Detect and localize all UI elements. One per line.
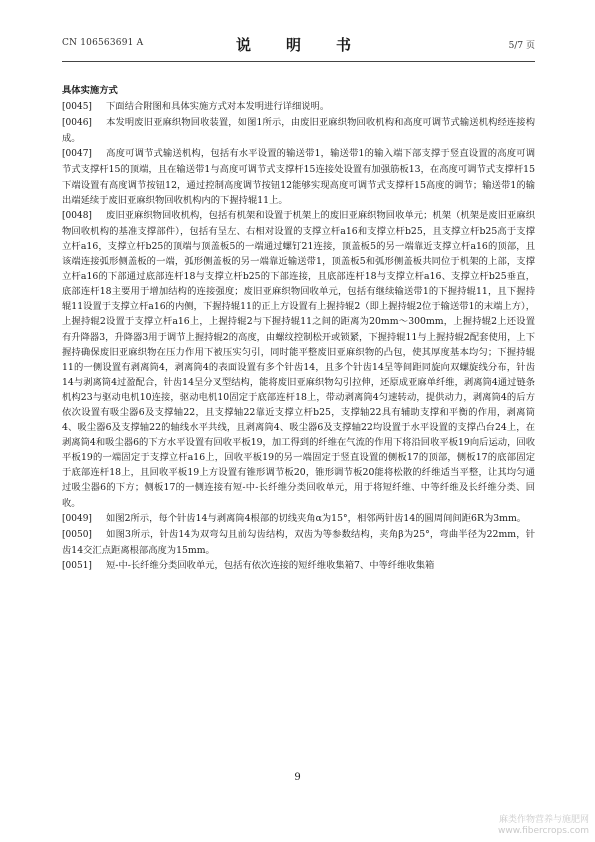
- paragraph: [62, 511, 535, 527]
- paragraph-number: [0046]: [62, 118, 92, 129]
- section-title: 具体实施方式: [62, 85, 118, 96]
- paragraph: [62, 527, 535, 558]
- paragraph-number: [0051]: [62, 560, 92, 571]
- paragraph-number: [0048]: [62, 210, 92, 221]
- watermark: [498, 815, 589, 837]
- paragraph-number: [0049]: [62, 513, 92, 524]
- header-divider: [62, 61, 535, 62]
- paragraph-number: [0047]: [62, 149, 92, 160]
- watermark-url: www.fibercrops.com: [498, 826, 589, 836]
- paragraph-text: 废旧亚麻织物回收机构，包括有机架和设置于机架上的废旧亚麻织物回收单元；机架（机架是废旧亚麻织物回收机构的基准支撑部件），包括有呈左、右相对设置的支撑立杆a16和支撑立杆b25，且支撑立杆b25高于支撑立杆a16，支撑立杆b25的顶端与顶盖板5的一端通过螺钉21连接，顶盖板5的另一端靠近支撑立杆a16的顶部，且该端连接弧形侧盖板的一端，弧形侧盖板的另一端靠近输送带1，顶盖板5和弧形侧盖板共同位于机架的上部，支撑立杆a16的下部通过底部连杆18与支撑立杆b25的下部连接，且底部连杆18与支撑立杆a16、支撑立杆b25垂直，底部连杆18主要用于增加结构的连接强度；废旧亚麻织物回收单元，包括有继续输送带1的下握持辊11，且下握持辊11设置于支撑立杆a16的内侧，下握持辊11的正上方设置有上握持辊2（即上握持辊2位于输送带1的末端上方），上握持辊2设置于支撑立杆a16上，上握持辊2与下握持辊11之间的距离为20mm～300mm，上握持辊2上还设置有升降器3，升降器3用于调节上握持辊2的高度，由螺纹控制松开或锁紧，下握持辊11与上握持辊2配套使用，上下握持确保废旧亚麻织物在压力作用下被压实匀引，同时能平整废旧亚麻织物的凸包，使其厚度基本均匀；下握持辊11的一侧设置有剥离筒4，剥离筒4的表面设置有多个针齿14，且多个针齿14呈等间距同旋向双螺旋线分布，针齿14与剥离筒4过盈配合，针齿14呈分叉型结构，能将废旧亚麻织物勾引拉伸，还原成亚麻单纤维，剥离筒4通过链条机构23与驱动电机10连接，驱动电机10固定于底部连杆18上，带动剥离筒4匀速转动，提供动力，剥离筒4的后方依次设置有吸尘器6及支撑轴22，且支撑轴22靠近支撑立杆b25，支撑轴22具有辅助支撑和平衡的作用，剥离筒4、吸尘器6及支撑轴22的轴线水平共线，且剥离筒4、吸尘器6及支撑轴22均设置于水平设置的支撑凸台24上，在剥离筒4和吸尘器6的下方水平设置有回收平板19，加工得到的纤维在气流的作用下将沿回收平板19向后运动，回收平板19的一端固定于支撑立杆a16上，回收平板19的另一端固定于竖直设置的侧板17的顶部，侧板17的底部固定于底部连杆18上，且回收平板19上方设置有锥形调节板20，锥形调节板20能将松散的纤维适当平整，让其均匀通过吸尘器6的下方；侧板17的一侧连接有短-中-长纤维分类回收单元，用于将短纤维、中等纤维及长纤维分类、回收。: [62, 209, 535, 509]
- page-number: 9: [294, 772, 301, 783]
- paragraph-number: [0045]: [62, 102, 92, 113]
- page-body: [62, 83, 535, 574]
- paragraph-text: 如图2所示，每个针齿14与剥离筒4根部的切线夹角α为15°，相邻两针齿14的圆周间间距6R为3mm。: [106, 512, 527, 524]
- paragraph: [62, 146, 535, 207]
- paragraph: [62, 208, 535, 511]
- paragraph-text: 高度可调节式输送机构，包括有水平设置的输送带1，输送带1的输入端下部支撑于竖直设置的高度可调节式支撑杆15的顶端，且在输送带1与高度可调节式支撑杆15连接处设置有加强筋板13，在高度可调节式支撑杆15下端设置有高度调节按钮12，通过控制高度调节按钮12能够实现高度可调节式支撑杆15高度的调节；输送带1的输出端延续于废旧亚麻织物回收机构内的下握持辊11上。: [62, 148, 535, 206]
- document-title: 说 明 书: [235, 36, 361, 54]
- paragraph-text: 短-中-长纤维分类回收单元，包括有依次连接的短纤维收集箱7、中等纤维收集箱: [106, 559, 435, 571]
- paragraph-text: 本发明废旧亚麻织物回收装置，如图1所示，由废旧亚麻织物回收机构和高度可调节式输送机构经连接构成。: [62, 117, 535, 145]
- paragraph-number: [0050]: [62, 529, 92, 540]
- paragraph: [62, 558, 535, 574]
- watermark-site-name: 麻类作物营养与施肥网: [498, 815, 589, 825]
- page-ratio: 5/7 页: [508, 41, 535, 51]
- patent-number: CN 106563691 A: [62, 38, 144, 48]
- paragraph-text: 如图3所示，针齿14为双弯勾且前勾齿结构，双齿为等参数结构，夹角β为25°，弯曲半径为22mm，针齿14交汇点距离根部高度为15mm。: [62, 528, 535, 556]
- paragraph-text: 下面结合附图和具体实施方式对本发明进行详细说明。: [106, 101, 330, 113]
- paragraph: [62, 99, 535, 115]
- paragraph: [62, 115, 535, 146]
- page-header: [62, 36, 535, 56]
